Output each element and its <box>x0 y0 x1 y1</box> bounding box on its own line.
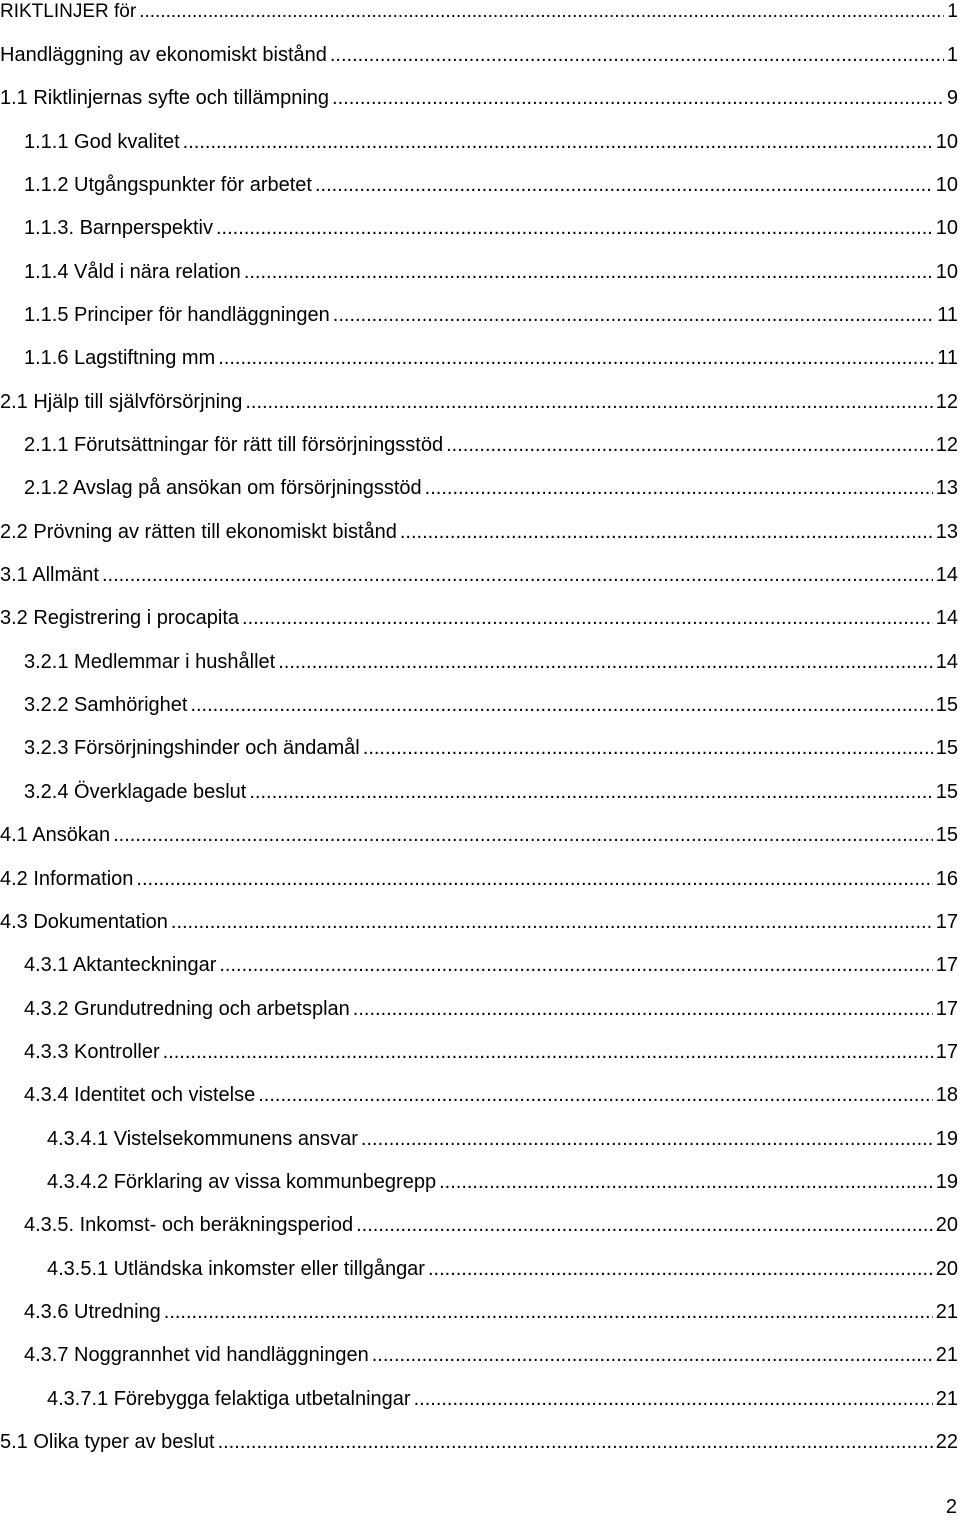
toc-entry <box>0 1291 960 1334</box>
toc-entry-title: 1.1.6 Lagstiftning mm <box>24 347 216 370</box>
toc-entry <box>0 900 960 943</box>
toc-entry-page: 13 <box>935 520 958 543</box>
toc-entry <box>0 250 960 293</box>
toc-entry <box>0 510 960 553</box>
toc-entry-link[interactable] <box>0 1430 960 1454</box>
toc-entry-title: 1.1 Riktlinjernas syfte och tillämpning <box>0 87 330 110</box>
toc-entry <box>0 1334 960 1377</box>
toc-dot-leader <box>414 1387 933 1411</box>
toc-entry-page: 17 <box>935 997 958 1020</box>
toc-entry-link[interactable] <box>0 390 960 414</box>
toc-entry-page: 11 <box>937 303 958 326</box>
toc-entry-title: 4.3.5.1 Utländska inkomster eller tillgångar <box>47 1257 425 1280</box>
toc-entry-title: 4.3.5. Inkomst- och beräkningsperiod <box>24 1214 354 1237</box>
toc-dot-leader <box>353 997 933 1021</box>
toc-dot-leader <box>333 303 934 327</box>
toc-dot-leader <box>113 823 933 847</box>
toc-entry-title: RIKTLINJER för <box>0 0 137 22</box>
toc-entry-page: 10 <box>935 130 958 153</box>
toc-entry <box>0 163 960 206</box>
toc-dot-leader <box>219 953 932 977</box>
toc-entry-page: 10 <box>935 217 958 240</box>
toc-entry-title: 3.2.3 Försörjningshinder och ändamål <box>24 737 360 760</box>
toc-dot-leader <box>278 650 933 674</box>
toc-entry <box>0 33 960 76</box>
toc-entry-link[interactable] <box>0 216 960 240</box>
toc-entry-link[interactable] <box>0 260 960 284</box>
toc-entry-link[interactable] <box>0 867 960 891</box>
toc-entry <box>0 1160 960 1203</box>
toc-entry-link[interactable] <box>0 736 960 760</box>
toc-entry <box>0 857 960 900</box>
toc-entry <box>0 1074 960 1117</box>
toc-entry <box>0 1204 960 1247</box>
toc-entry-title: 1.1.5 Principer för handläggningen <box>24 303 330 326</box>
toc-dot-leader <box>245 390 932 414</box>
toc-entry-page: 20 <box>935 1214 958 1237</box>
toc-entry-title: 4.1 Ansökan <box>0 824 111 847</box>
toc-entry-link[interactable] <box>0 1300 960 1324</box>
toc-entry <box>0 727 960 770</box>
toc-dot-leader <box>249 780 932 804</box>
toc-entry <box>0 77 960 120</box>
toc-entry-link[interactable] <box>0 1083 960 1107</box>
toc-entry <box>0 554 960 597</box>
toc-entry <box>0 207 960 250</box>
toc-entry-title: 1.1.4 Våld i nära relation <box>24 260 241 283</box>
toc-entry-title: 3.2.1 Medlemmar i hushållet <box>24 650 276 673</box>
toc-entry-link[interactable] <box>0 303 960 327</box>
toc-entry <box>0 814 960 857</box>
toc-dot-leader <box>363 736 933 760</box>
toc-entry-page: 17 <box>935 910 958 933</box>
toc-entry-link[interactable] <box>0 563 960 587</box>
toc-entry-page: 16 <box>935 867 958 890</box>
toc-entry-page: 15 <box>935 737 958 760</box>
toc-dot-leader <box>216 216 933 240</box>
toc-entry-page: 15 <box>935 780 958 803</box>
toc-entry-title: 4.3.4 Identitet och vistelse <box>24 1084 256 1107</box>
toc-dot-leader <box>164 1300 933 1324</box>
toc-entry-link[interactable] <box>0 693 960 717</box>
toc-entry-page: 21 <box>935 1301 958 1323</box>
toc-dot-leader <box>139 0 944 24</box>
toc-entry-title: 4.3.1 Aktanteckningar <box>24 954 217 977</box>
toc-dot-leader <box>102 563 933 587</box>
toc-entry-page: 19 <box>935 1127 958 1150</box>
toc-entry-title: 1.1.2 Utgångspunkter för arbetet <box>24 173 312 196</box>
toc-dot-leader <box>332 86 944 110</box>
toc-dot-leader <box>446 433 933 457</box>
toc-entry-title: 4.2 Information <box>0 867 134 890</box>
toc-entry <box>0 640 960 683</box>
toc-entry-link[interactable] <box>0 953 960 977</box>
toc-entry-link[interactable] <box>0 1343 960 1367</box>
toc-entry <box>0 1247 960 1290</box>
toc-entry-page: 13 <box>935 477 958 500</box>
toc-entry <box>0 1117 960 1160</box>
toc-entry-link[interactable] <box>0 997 960 1021</box>
toc-entry <box>0 424 960 467</box>
toc-dot-leader <box>372 1343 933 1367</box>
toc-dot-leader <box>439 1170 933 1194</box>
toc-entry-link[interactable] <box>0 86 960 110</box>
toc-dot-leader <box>361 1127 933 1151</box>
toc-entry <box>0 770 960 813</box>
toc-entry-page: 22 <box>935 1431 958 1454</box>
toc-entry-title: 1.1.1 God kvalitet <box>24 130 180 153</box>
toc-dot-leader <box>315 173 933 197</box>
toc-entry-link[interactable] <box>0 823 960 847</box>
toc-entry-link[interactable] <box>0 780 960 804</box>
toc-entry-link[interactable] <box>0 346 960 370</box>
toc-entry-title: 4.3.3 Kontroller <box>24 1040 160 1063</box>
toc-entry-title: 4.3.4.2 Förklaring av vissa kommunbegrepp <box>47 1170 437 1193</box>
toc-entry-link[interactable] <box>0 476 960 500</box>
toc-entry-page: 21 <box>935 1387 958 1410</box>
toc-entry <box>0 467 960 510</box>
toc-entry-title: 3.2.2 Samhörighet <box>24 694 188 717</box>
toc-dot-leader <box>244 260 933 284</box>
toc-entry-title: 2.1 Hjälp till självförsörjning <box>0 390 243 413</box>
toc-entry-link[interactable] <box>0 1170 960 1194</box>
toc-entry-link[interactable] <box>0 433 960 457</box>
toc-entry-page: 14 <box>935 607 958 630</box>
toc-dot-leader <box>330 43 944 67</box>
toc-entry-title: 4.3.6 Utredning <box>24 1301 161 1323</box>
toc-entry-link[interactable] <box>0 1127 960 1151</box>
toc-entry-page: 19 <box>935 1170 958 1193</box>
toc-entry-title: 2.2 Prövning av rätten till ekonomiskt bistånd <box>0 520 397 543</box>
toc-entry <box>0 1421 960 1464</box>
toc-entry <box>0 1377 960 1420</box>
toc-dot-leader <box>218 1430 933 1454</box>
toc-entry-link[interactable] <box>0 43 960 67</box>
toc-dot-leader <box>163 1040 933 1064</box>
toc-entry-page: 18 <box>935 1084 958 1107</box>
toc-entry-page: 10 <box>935 260 958 283</box>
toc-entry-title: 3.1 Allmänt <box>0 564 99 587</box>
toc-entry <box>0 987 960 1030</box>
toc-entry-page: 15 <box>935 824 958 847</box>
toc-entry-page: 9 <box>946 87 958 110</box>
toc-entry <box>0 1030 960 1073</box>
toc-entry-page: 11 <box>937 347 958 370</box>
toc-dot-leader <box>218 346 934 370</box>
toc-entry <box>0 597 960 640</box>
toc-entry-link[interactable] <box>0 1040 960 1064</box>
toc-entry-title: 4.3.2 Grundutredning och arbetsplan <box>24 997 350 1020</box>
toc-dot-leader <box>171 910 933 934</box>
toc-dot-leader <box>242 606 933 630</box>
toc-entry-title: 5.1 Olika typer av beslut <box>0 1431 215 1454</box>
toc-entry-link[interactable] <box>0 910 960 934</box>
toc-entry-title: 4.3.7 Noggrannhet vid handläggningen <box>24 1344 369 1367</box>
toc-entry-title: 4.3 Dokumentation <box>0 910 168 933</box>
toc-entry-title: 2.1.1 Förutsättningar för rätt till försörjningsstöd <box>24 434 444 456</box>
toc-entry-title: 3.2.4 Överklagade beslut <box>24 780 247 803</box>
toc-entry-title: 1.1.3. Barnperspektiv <box>24 217 213 240</box>
toc-entry-link[interactable] <box>0 1213 960 1237</box>
toc-dot-leader <box>136 867 932 891</box>
toc-dot-leader <box>425 476 933 500</box>
toc-entry-link[interactable] <box>0 650 960 674</box>
toc-entry <box>0 120 960 163</box>
toc-entry <box>0 0 960 33</box>
toc-entry <box>0 684 960 727</box>
toc-entry-page: 1 <box>947 0 958 22</box>
toc-entry-page: 20 <box>935 1257 958 1280</box>
toc-entry-page: 12 <box>935 434 958 456</box>
toc-entry-link[interactable] <box>0 130 960 154</box>
toc-dot-leader <box>258 1083 933 1107</box>
toc-entry-page: 15 <box>935 694 958 717</box>
toc-entry <box>0 293 960 336</box>
toc-entry <box>0 944 960 987</box>
toc-entry-page: 12 <box>935 390 958 413</box>
toc-entry-title: Handläggning av ekonomiskt bistånd <box>0 43 327 66</box>
toc-entry-title: 4.3.7.1 Förebygga felaktiga utbetalningar <box>47 1387 411 1410</box>
toc-entry-page: 17 <box>935 1040 958 1063</box>
toc-dot-leader <box>190 693 932 717</box>
toc-entry-title: 4.3.4.1 Vistelsekommunens ansvar <box>47 1127 358 1150</box>
toc-entry <box>0 337 960 380</box>
page-number: 2 <box>945 1496 957 1518</box>
toc-entry-page: 14 <box>935 650 958 673</box>
toc-entry-title: 2.1.2 Avslag på ansökan om försörjningsstöd <box>24 477 422 500</box>
toc-entry <box>0 380 960 423</box>
toc-dot-leader <box>428 1257 933 1281</box>
toc-entry-link[interactable] <box>0 606 960 630</box>
toc-entry-page: 14 <box>935 564 958 587</box>
toc-dot-leader <box>183 130 933 154</box>
toc-entry-link[interactable] <box>0 173 960 197</box>
toc-entry-page: 1 <box>946 43 958 66</box>
toc-dot-leader <box>356 1213 933 1237</box>
toc-entry-page: 10 <box>935 173 958 196</box>
toc-entry-page: 21 <box>935 1344 958 1367</box>
toc-entry-link[interactable] <box>0 0 960 24</box>
toc-entry-page: 17 <box>935 954 958 977</box>
toc-entry-link[interactable] <box>0 520 960 544</box>
toc-entry-link[interactable] <box>0 1387 960 1411</box>
toc-entry-title: 3.2 Registrering i procapita <box>0 607 240 630</box>
toc-dot-leader <box>400 520 933 544</box>
toc-entry-link[interactable] <box>0 1257 960 1281</box>
